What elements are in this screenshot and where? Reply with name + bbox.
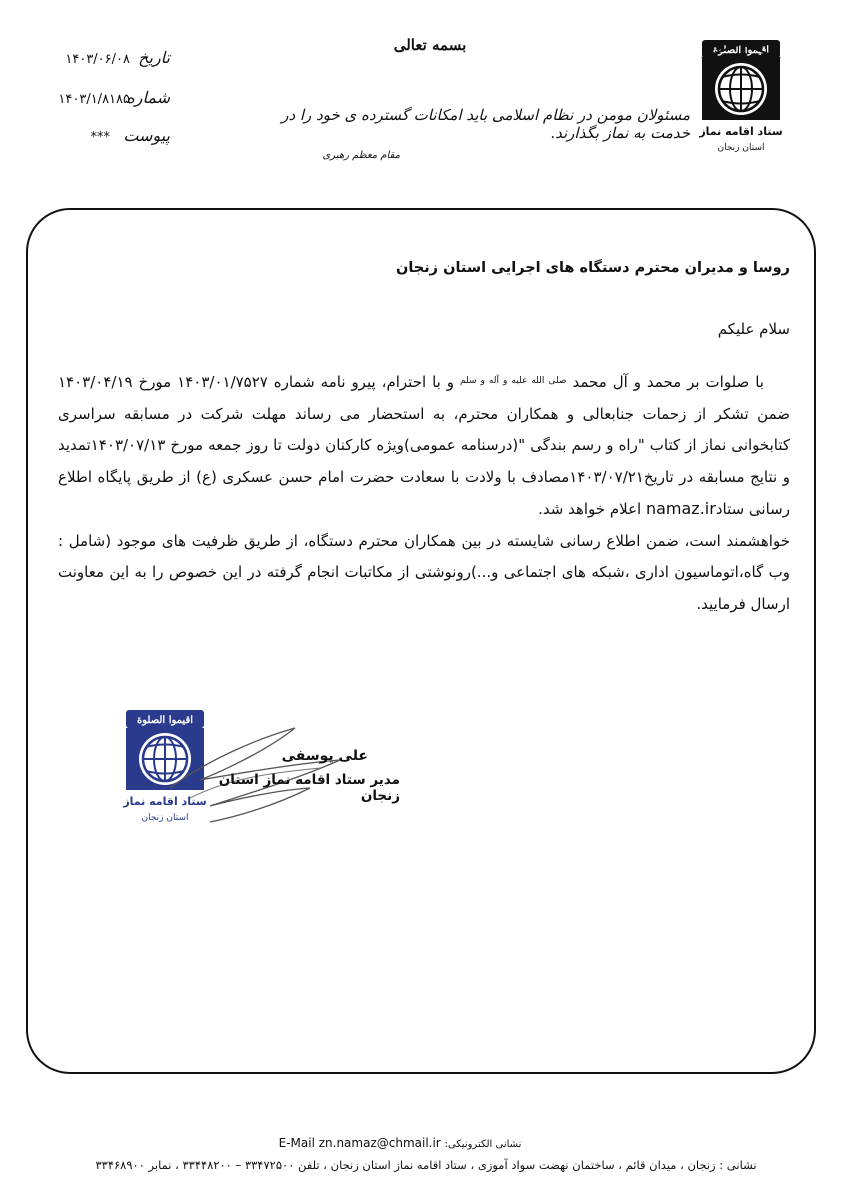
signer-name: علی یوسفی [281, 748, 368, 764]
number-label: شماره [126, 88, 170, 107]
attachment-label: پیوست [123, 126, 170, 145]
leader-quote: مسئولان مومن در نظام اسلامی باید امکانات گسترده ی خود را در خدمت به نماز بگذارند. [281, 106, 690, 142]
salawat-honorific: صلی الله علیه و آله و سلم [459, 376, 567, 386]
logo-province: استان زنجان [717, 143, 765, 153]
logo-org-name: ستاد اقامه نماز [699, 125, 783, 138]
leader-quote-source: مقام معظم رهبری [322, 150, 400, 161]
stamp-province: استان زنجان [141, 813, 189, 823]
logo-banner-text: اقيموا الصلوة [713, 45, 769, 56]
footer-email-label: نشانی الکترونیکی: [444, 1139, 522, 1150]
footer-email-address[interactable]: E-Mail zn.namaz@chmail.ir [278, 1136, 441, 1150]
letter-body [58, 366, 790, 620]
number-value: ۱۴۰۳/۱/۸۱۸۵ [58, 92, 130, 107]
letter-paragraph-2: خواهشمند است، ضمن اطلاع رسانی شایسته در بین همکاران محترم دستگاه، از طریق ظرفیت های موجود (شامل : وب گاه،اتوماسیون اداری ،شبکه های اجتماعی و...)رونوشتی از مکاتبات انجام گرفته در این خصوص را به این معاونت ارسال فرمایید. [58, 531, 790, 613]
date-label: تاریخ [138, 48, 170, 67]
stamp-banner-text: اقيموا الصلوة [137, 715, 193, 726]
website-link[interactable]: namaz.ir [645, 499, 716, 518]
letter-paragraph-1-main: و با احترام، پیرو نامه شماره ۱۴۰۳/۰۱/۷۵۲۷ مورخ ۱۴۰۳/۰۴/۱۹ ضمن تشکر از زحمات جنابعالی و همکاران محترم، به استحضار می رساند مهلت شرکت در مسابقه سراسری کتابخوانی نماز از کتاب "راه و رسم بندگی "(درسنامه عمومی)ویژه کارکنان دولت تا روز جمعه مورخ ۱۴۰۳/۰۷/۱۳تمدید و نتایج مسابقه در تاریخ۱۴۰۳/۰۷/۲۱مصادف با ولادت با سعادت حضرت امام حسن عسکری (ع) از طریق پایگاه اطلاع رسانی ستاد [58, 373, 790, 518]
letter-paragraph-1 [58, 366, 790, 526]
org-logo-icon [696, 34, 786, 159]
stamp-org-name: ستاد اقامه نماز [123, 795, 207, 808]
salawat-text: با صلوات بر محمد و آل محمد [572, 373, 764, 391]
footer-address: نشانی : زنجان ، میدان قائم ، ساختمان نهضت سواد آموزی ، ستاد اقامه نماز استان زنجان ، تلفن ۳۳۴۷۲۵۰۰ – ۳۳۴۴۸۲۰۰ ، نمابر ۳۳۴۶۸۹۰۰ [95, 1158, 757, 1172]
letter-greeting: سلام علیکم [717, 320, 790, 338]
footer-email [180, 1136, 620, 1150]
letter-addressee: روسا و مدیران محترم دستگاه های اجرایی استان زنجان [395, 260, 790, 276]
letter-paragraph-1-end: اعلام خواهد شد. [538, 500, 642, 518]
signer-title: مدیر ستاد اقامه نماز استان زنجان [218, 772, 400, 804]
date-value: ۱۴۰۳/۰۶/۰۸ [65, 52, 130, 67]
bismillah-heading: بسمه تعالی [393, 36, 467, 54]
attachment-value: *** [90, 130, 110, 145]
